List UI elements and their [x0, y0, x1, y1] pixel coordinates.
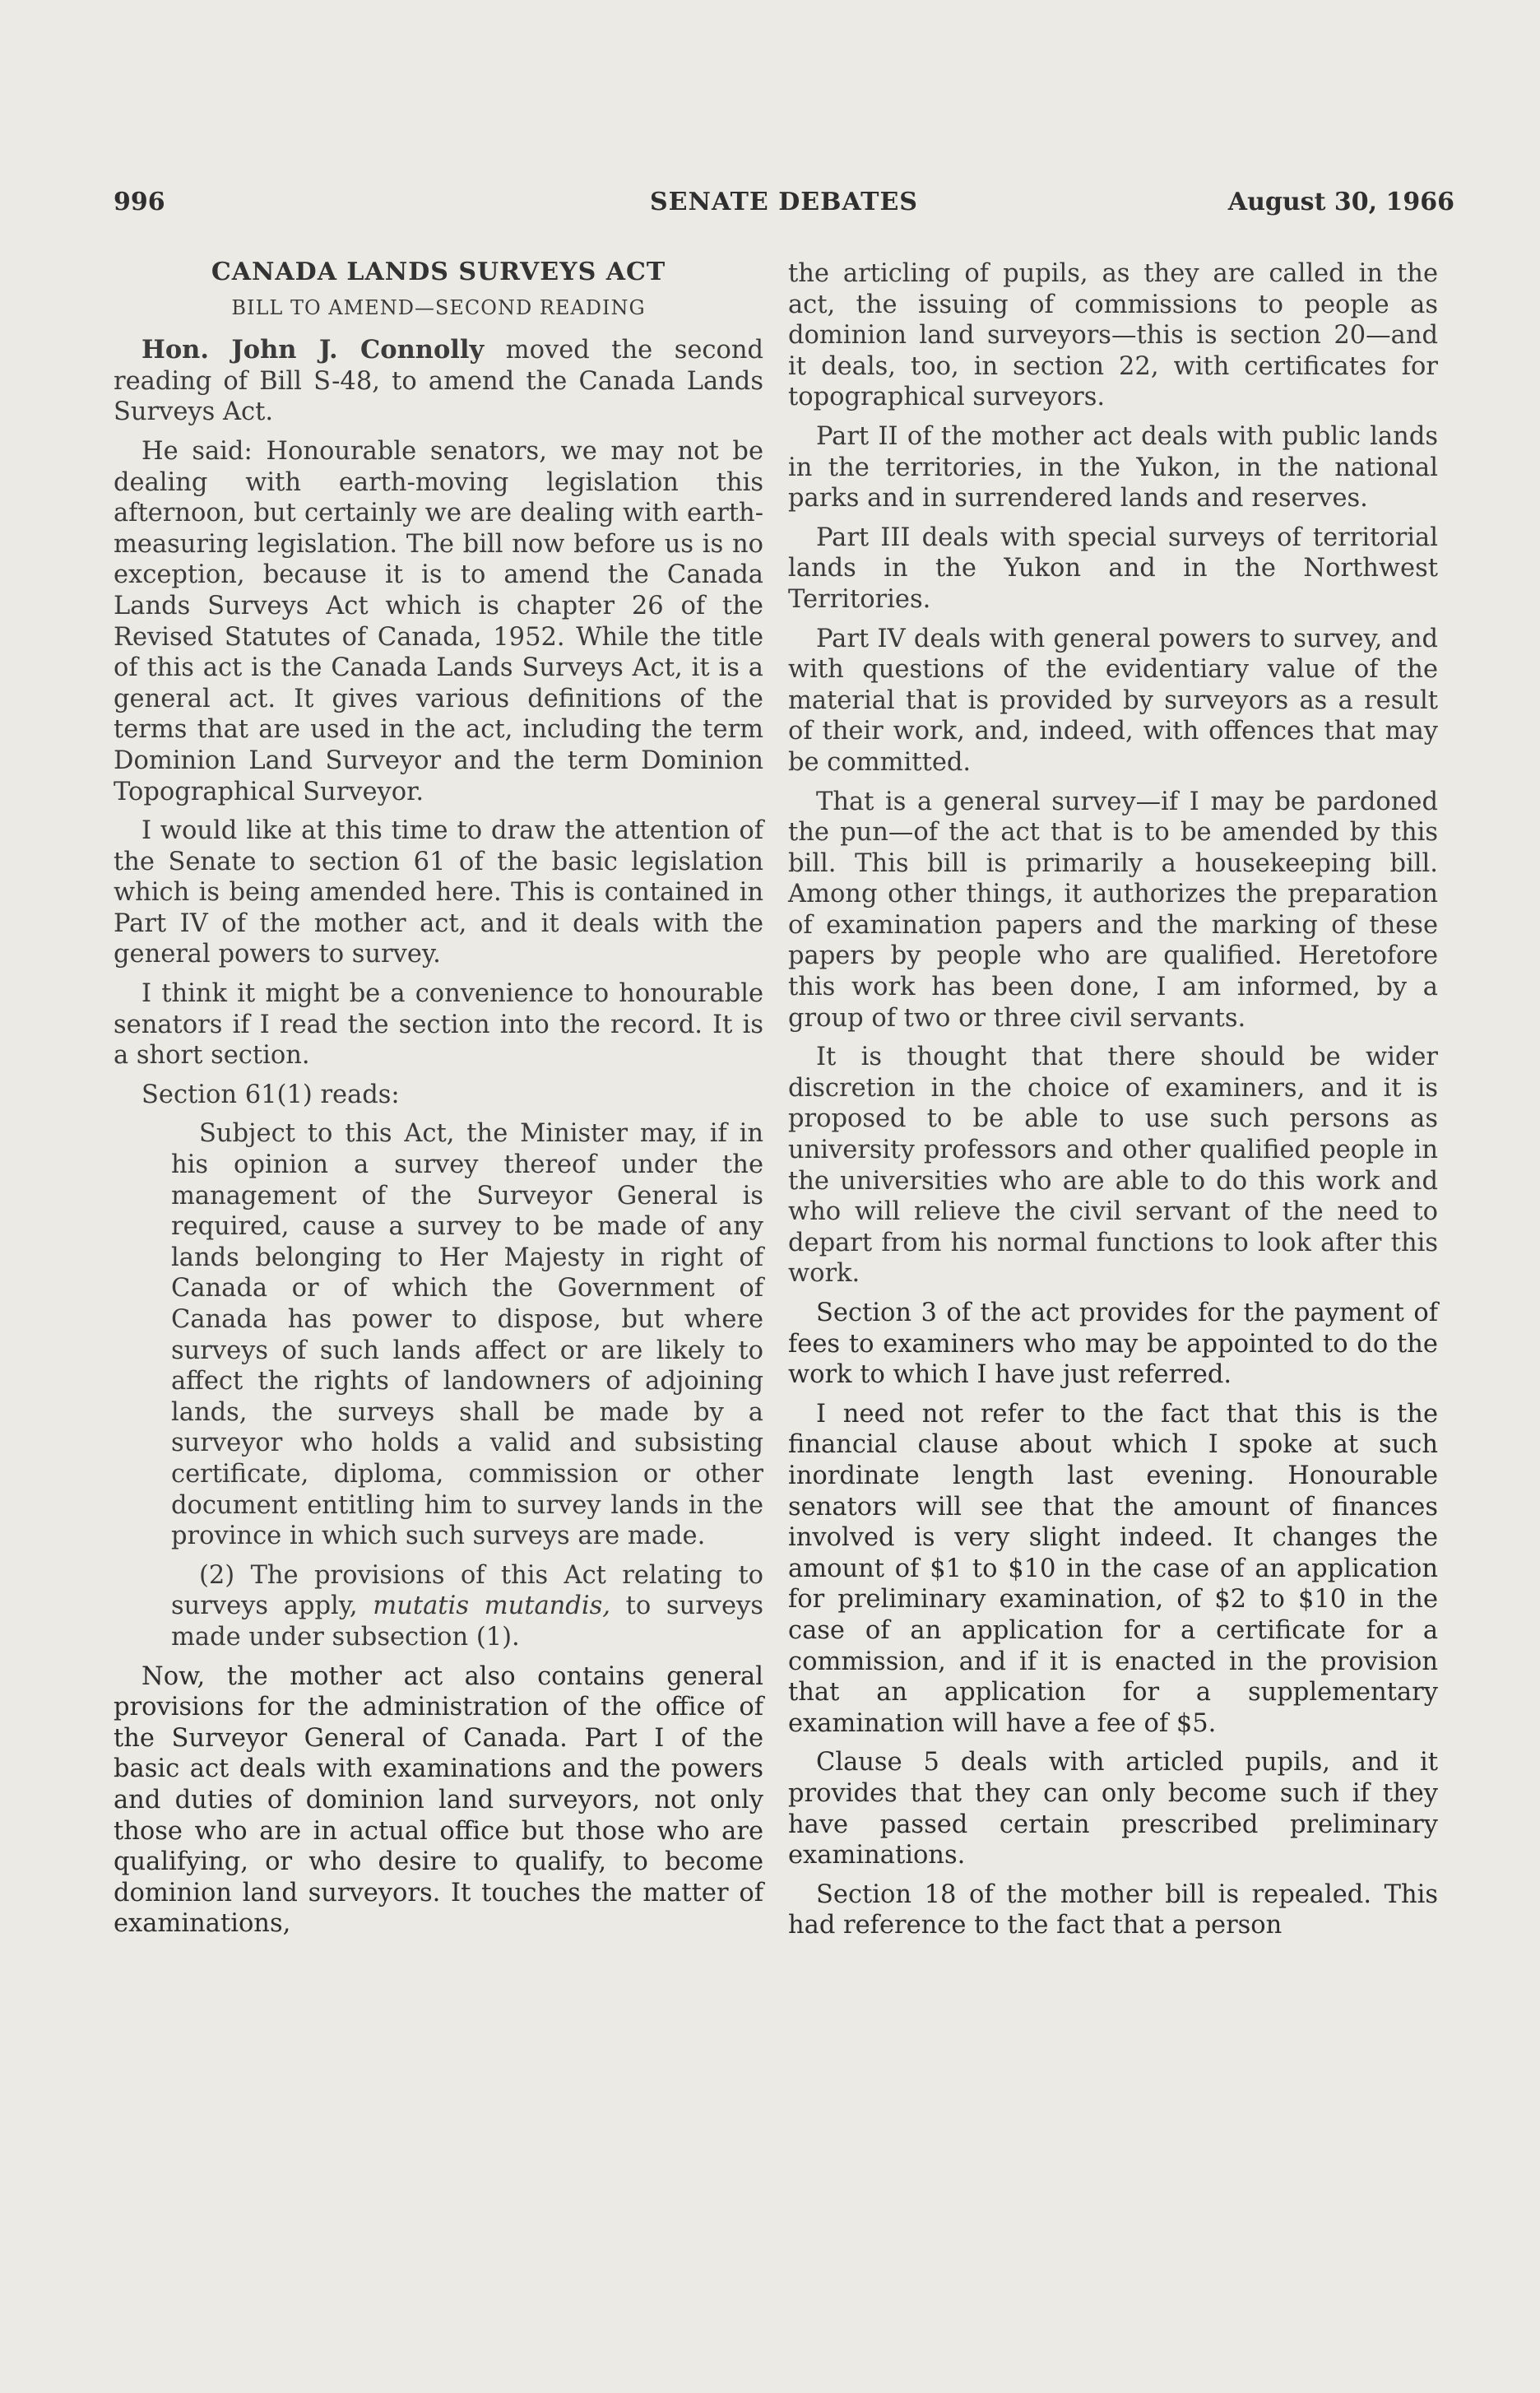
- paragraph: That is a general survey—if I may be pardoned the pun—of the act that is to be amended by this bill. This bill is primarily a housekeeping bill. Among other things, it authorizes the preparation of examination papers and the marking of these papers by people who are qualified. Heretofore this work has been done, I am informed, by a group of two or three civil servants.: [788, 787, 1438, 1033]
- paragraph: I would like at this time to draw the attention of the Senate to section 61 of the basic legislation which is being amended here. This is contained in Part IV of the mother act, and it deals with the general powers to survey.: [114, 816, 763, 969]
- publication-title: SENATE DEBATES: [650, 188, 918, 216]
- paragraph: Part III deals with special surveys of territorial lands in the Yukon and in the Northwest Territories.: [788, 523, 1438, 614]
- section-subtitle: BILL TO AMEND—SECOND READING: [231, 295, 646, 319]
- motion-text: moved the second reading of Bill S-48, to amend the Canada Lands Surveys Act.: [114, 336, 764, 427]
- left-column: [114, 257, 763, 1948]
- paragraph: Part II of the mother act deals with public lands in the territories, in the Yukon, in the national parks and in surrendered lands and reserves.: [788, 421, 1438, 513]
- speaker-name: Hon. John J. Connolly: [141, 335, 485, 365]
- paragraph: He said: Honourable senators, we may not be dealing with earth-moving legislation this afternoon, but certainly we are dealing with earth-measuring legislation. The bill now before us is no exception, because it is to amend the Canada Lands Surveys Act which is chapter 26 of the Revised Statutes of Canada, 1952. While the title of this act is the Canada Lands Surveys Act, it is a general act. It gives various definitions of the terms that are used in the act, including the term Dominion Land Surveyor and the term Dominion Topographical Surveyor.: [114, 436, 763, 806]
- paragraph-continued: the articling of pupils, as they are called in the act, the issuing of commissions to people as dominion land surveyors—this is section 20—and it deals, too, in section 22, with certificates for topographical surveyors.: [788, 259, 1438, 412]
- paragraph: I need not refer to the fact that this is the financial clause about which I spoke at such inordinate length last evening. Honourable senators will see that the amount of finances involved is very slight indeed. It changes the amount of $1 to $10 in the case of an application for preliminary examination, of $2 to $10 in the case of an application for a certificate for a commission, and if it is enacted in the provision that an application for a supplementary examination will have a fee of $5.: [788, 1399, 1438, 1738]
- quote-italic: mutatis mutandis,: [373, 1591, 610, 1621]
- right-column: [788, 258, 1438, 1949]
- section-title: CANADA LANDS SURVEYS ACT: [211, 258, 666, 286]
- quote-text: to surveys made under subsection (1).: [171, 1591, 763, 1652]
- publication-date: August 30, 1966: [1227, 188, 1454, 216]
- page-header: [114, 188, 1454, 229]
- page-number: 996: [114, 188, 165, 216]
- paragraph: Now, the mother act also contains general provisions for the administration of the office of the Surveyor General of Canada. Part I of the basic act deals with examinations and the powers and duties of dominion land surveyors, not only those who are in actual office but those who are qualifying, or who desire to qualify, to become dominion land surveyors. It touches the matter of examinations,: [114, 1661, 763, 1939]
- paragraph-motion: [114, 335, 763, 428]
- paragraph: Section 3 of the act provides for the payment of fees to examiners who may be appointed to do the work to which I have just referred.: [788, 1299, 1438, 1390]
- paragraph: Part IV deals with general powers to survey, and with questions of the evidentiary value of the material that is provided by surveyors as a result of their work, and, indeed, with offences that may be committed.: [788, 624, 1438, 777]
- paragraph: Section 18 of the mother bill is repealed. This had reference to the fact that a person: [788, 1880, 1438, 1940]
- quote-text: (2) The provisions of this Act relating to surveys apply,: [171, 1560, 763, 1621]
- paragraph: It is thought that there should be wider discretion in the choice of examiners, and it is proposed to be able to use such persons as university professors and other qualified people in the universities who are able to do this work and who will relieve the civil servant of the need to depart from his normal functions to look after this work.: [788, 1043, 1438, 1289]
- paragraph: Clause 5 deals with articled pupils, and it provides that they can only become such if they have passed certain prescribed preliminary examinations.: [788, 1748, 1438, 1870]
- quoted-section-61-1: Subject to this Act, the Minister may, if in his opinion a survey thereof under the management of the Surveyor General is required, cause a survey to be made of any lands belonging to Her Majesty in right of Canada or of which the Government of Canada has power to dispose, but where surveys of such lands affect or are likely to affect the rights of landowners of adjoining lands, the surveys shall be made by a surveyor who holds a valid and subsisting certificate, diploma, commission or other document entitling him to survey lands in the province in which such surveys are made.: [171, 1119, 763, 1551]
- quoted-section-61-2: [114, 1560, 763, 1653]
- paragraph: Section 61(1) reads:: [141, 1080, 400, 1109]
- paragraph: I think it might be a convenience to honourable senators if I read the section into the record. It is a short section.: [114, 979, 763, 1071]
